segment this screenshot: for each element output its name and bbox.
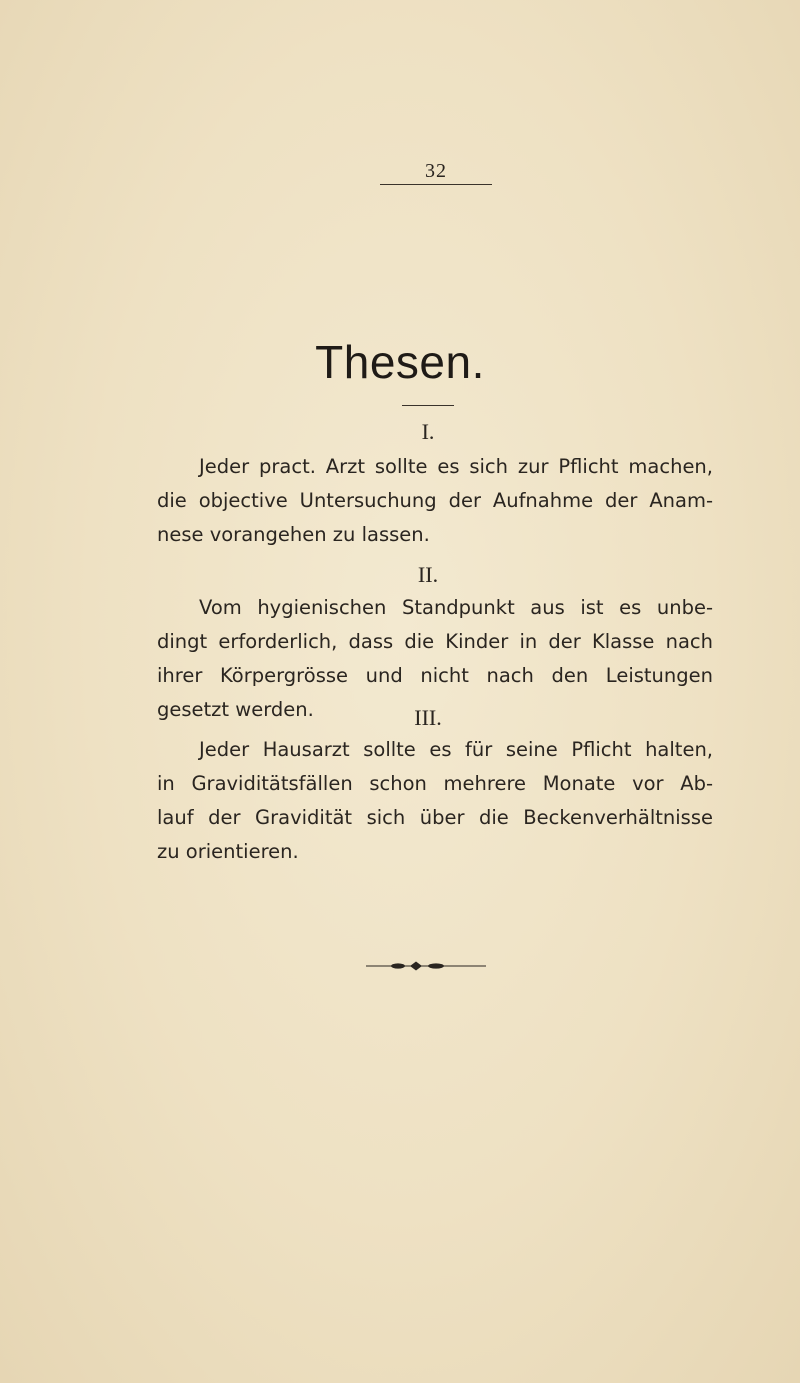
page-title: Thesen. xyxy=(315,336,485,388)
header-rule xyxy=(380,184,492,185)
thesis-2-line: ihrer Körpergrösse und nicht nach den Leistungen xyxy=(157,664,713,687)
thesis-1-text xyxy=(157,450,713,552)
thesis-1-numeral: I. xyxy=(421,419,435,444)
thesis-1-line: Jeder pract. Arzt sollte es sich zur Pflicht machen, xyxy=(199,455,713,478)
thesis-3-text xyxy=(157,733,713,869)
thesis-3-line: Jeder Hausarzt sollte es für seine Pflicht halten, xyxy=(199,738,713,761)
thesis-2-numeral: II. xyxy=(417,562,439,587)
thesis-3-numeral: III. xyxy=(414,705,442,730)
page-number: 32 xyxy=(425,160,447,182)
thesis-3-line: zu orientieren. xyxy=(157,840,299,863)
thesis-2-line: dingt erforderlich, dass die Kinder in der Klasse nach xyxy=(157,630,713,653)
thesis-3-line: lauf der Gravidität sich über die Beckenverhältnisse xyxy=(157,806,713,829)
thesis-2-line: gesetzt werden. xyxy=(157,698,314,721)
thesis-3-line: in Graviditätsfällen schon mehrere Monate vor Ab- xyxy=(157,772,713,795)
thesis-1-line: die objective Untersuchung der Aufnahme der Anam- xyxy=(157,489,713,512)
thesis-2-line: Vom hygienischen Standpunkt aus ist es unbe- xyxy=(199,596,713,619)
end-ornament xyxy=(366,960,486,972)
title-rule xyxy=(402,405,454,406)
thesis-1-line: nese vorangehen zu lassen. xyxy=(157,523,430,546)
